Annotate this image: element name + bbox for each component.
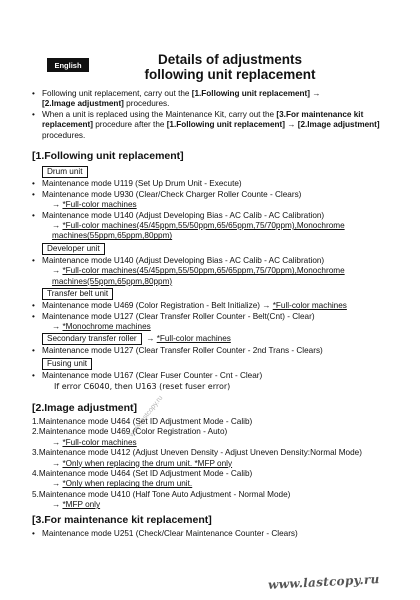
list-item: • Maintenance mode U127 (Clear Transfer Roller Counter - Belt(Cnt) - Clear) [32, 312, 402, 322]
list-item: • Maintenance mode U930 (Clear/Check Charger Roller Counte - Clears) [32, 190, 402, 200]
document-body: • Following unit replacement, carry out the [1.Following unit replacement] → [2.Image adjustment] procedures. • When a unit is replaced using the Maintenance Kit, carry out the [3.For maintenance kit replacement] procedure after the [1.Following unit replacement] → [2.Image adjustment] procedures. [1.Following unit replacement] Drum unit • Maintenance mode U119 (Set Up Drum Unit - Execute) • Maintenance mode U930 (Clear/Check Charger Roller Counte - Clears) → *Full-color machines • Maintenance mode U140 (Adjust Developing Bias - AC Calib - AC Calibration) → *Full-color machines(45/45ppm,55/50ppm,65/65ppm,75/70ppm),Monochrome machines(55ppm,65ppm,80ppm) Developer unit • Maintenance mode U140 (Adjust Developing Bias - AC Calib - AC Calibration) → *Full-color machines(45/45ppm,55/50ppm,65/65ppm,75/70ppm),Monochrome machines(55ppm,65ppm,80ppm) Transfer belt unit • Maintenance mode U469 (Color Registration - Belt Initialize) → *Full-color machines • Maintenance mode U127 (Clear Transfer Roller Counter - Belt(Cnt) - Clear) → *Monochrome machines Secondary transfer roller → *Full-color machines • Maintenance mode U127 (Clear Transfer Roller Counter - 2nd Trans - Clears) Fusing unit • Maintenance mode U167 (Clear Fuser Counter - Cnt - Clear) If error C6040, then U163 (reset fuser error) [2.Image adjustment] 1.Maintenance mode U464 (Set ID Adjustment Mode - Calib) 2.Maintenance mode U469 (Color Registration - Auto) → *Full-color machines 3.Maintenance mode U412 (Adjust Uneven Density - Adjust Uneven Density:Normal Mode) → *Only when replacing the drum unit. *MFP only 4.Maintenance mode U464 (Set ID Adjustment Mode - Calib) → *Only when replacing the drum unit. 5.Maintenance mode U410 (Half Tone Auto Adjustment - Normal Mode) → *MFP only [3.For maintenance kit replacement] • Maintenance mode U251 (Check/Clear Maintenance Counter - Clears) [32, 89, 402, 539]
list-item: • Maintenance mode U469 (Color Registration - Belt Initialize) → *Full-color machines [32, 301, 402, 311]
list-item: • Maintenance mode U140 (Adjust Developing Bias - AC Calib - AC Calibration) [32, 211, 402, 221]
section-2-heading: [2.Image adjustment] [32, 401, 138, 414]
models-note: → *Full-color machines(45/45ppm,55/50ppm,65/65ppm,75/70ppm),Monochrome machines(55ppm,65ppm,80ppm) [52, 266, 345, 286]
list-item: 3.Maintenance mode U412 (Adjust Uneven Density - Adjust Uneven Density:Normal Mode) [32, 448, 362, 458]
models-note: → *MFP only [52, 500, 101, 510]
models-note: → *Only when replacing the drum unit. [52, 479, 193, 489]
language-badge: English [47, 58, 89, 72]
secondary-roller-label: Secondary transfer roller [42, 333, 142, 345]
models-note: → *Only when replacing the drum unit. *MFP only [52, 458, 233, 468]
page-title [100, 52, 360, 82]
list-item: • Maintenance mode U119 (Set Up Drum Unit - Execute) [32, 179, 402, 189]
models-note: → *Monochrome machines [52, 321, 151, 331]
drum-unit-label: Drum unit [42, 166, 88, 178]
list-item: • Maintenance mode U251 (Check/Clear Maintenance Counter - Clears) [32, 529, 402, 539]
diagonal-watermark: www.lastcopy.ru [128, 394, 165, 439]
intro-item-2: • When a unit is replaced using the Maintenance Kit, carry out the [3.For maintenance kit replacement] procedure after the [1.Following unit replacement] → [2.Image adjustment] procedures. [32, 110, 402, 141]
developer-unit-label: Developer unit [42, 243, 105, 255]
transfer-belt-label: Transfer belt unit [42, 288, 113, 300]
handwritten-note: If error C6040, then U163 (reset fuser error) [54, 382, 231, 392]
list-item: • Maintenance mode U140 (Adjust Developing Bias - AC Calib - AC Calibration) [32, 256, 402, 266]
fusing-unit-label: Fusing unit [42, 358, 92, 370]
list-item: • Maintenance mode U127 (Clear Transfer Roller Counter - 2nd Trans - Clears) [32, 346, 402, 356]
section-1-heading: [1.Following unit replacement] [32, 150, 184, 163]
list-item: 4.Maintenance mode U464 (Set ID Adjustment Mode - Calib) [32, 468, 253, 478]
list-item: 1.Maintenance mode U464 (Set ID Adjustment Mode - Calib) [32, 416, 253, 426]
list-item: 2.Maintenance mode U469 (Color Registration - Auto) [32, 427, 228, 437]
site-watermark: www.lastcopy.ru [267, 572, 380, 592]
models-note: → *Full-color machines [52, 200, 137, 210]
intro-item-1: • Following unit replacement, carry out the [1.Following unit replacement] → [2.Image adjustment] procedures. [32, 89, 402, 110]
title-line-2: following unit replacement [144, 67, 316, 82]
title-line-1: Details of adjustments [157, 52, 303, 67]
section-3-heading: [3.For maintenance kit replacement] [32, 513, 212, 526]
list-item: 5.Maintenance mode U410 (Half Tone Auto Adjustment - Normal Mode) [32, 489, 291, 499]
models-note: → *Full-color machines(45/45ppm,55/50ppm,65/65ppm,75/70ppm),Monochrome machines(55ppm,65ppm,80ppm) [52, 221, 345, 241]
models-note: → *Full-color machines [52, 437, 137, 447]
list-item: • Maintenance mode U167 (Clear Fuser Counter - Cnt - Clear) [32, 371, 402, 381]
